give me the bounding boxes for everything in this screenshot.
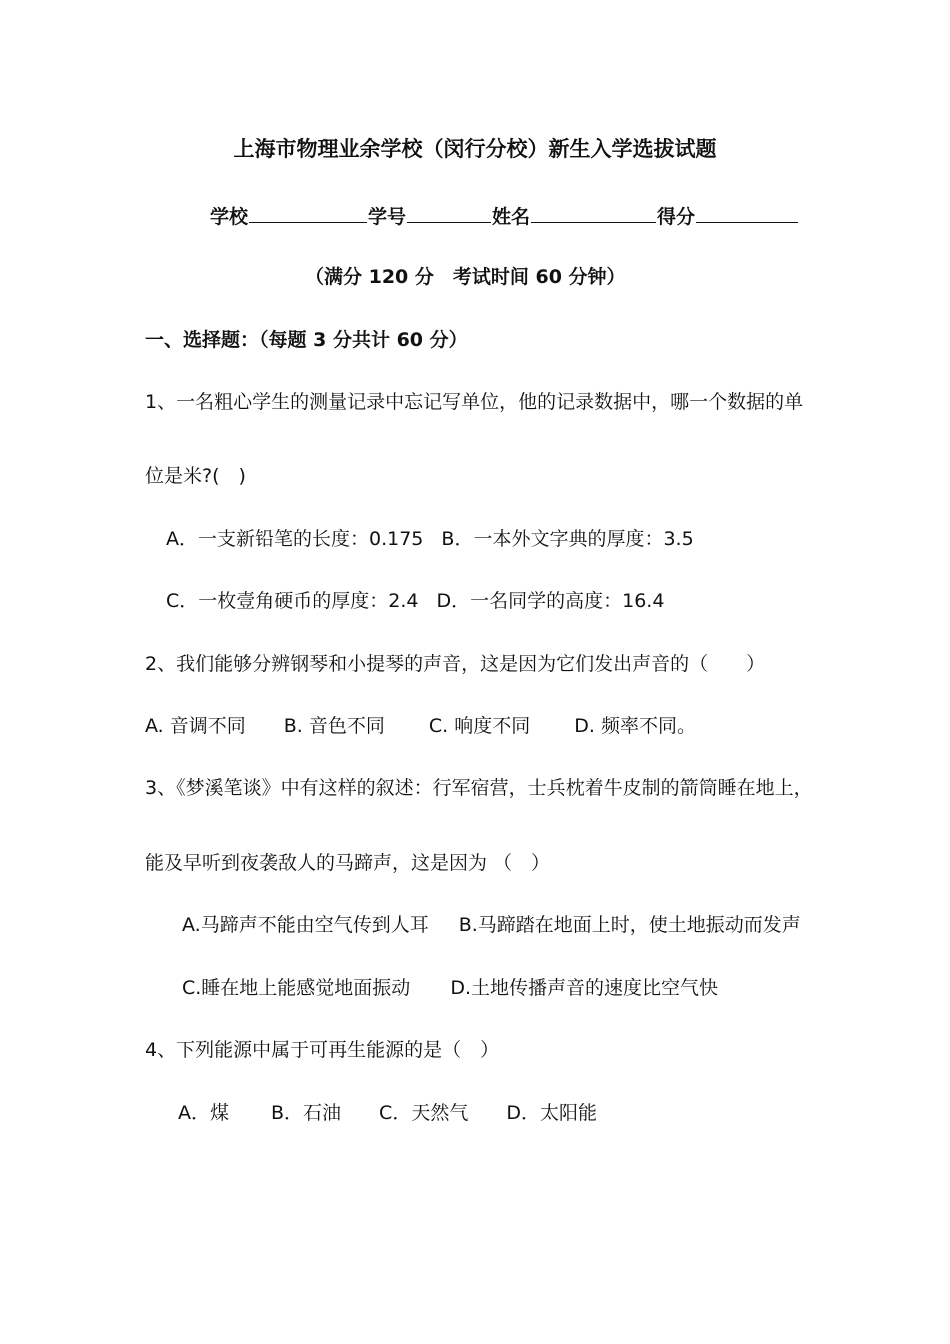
q4-option-a: A．煤 bbox=[178, 1102, 229, 1124]
q3-stem-line2: 能及早听到夜袭敌人的马蹄声，这是因为 （ ） bbox=[145, 852, 551, 874]
q2-option-c: C. 响度不同 bbox=[428, 715, 531, 737]
name-blank[interactable] bbox=[531, 202, 656, 223]
q4-option-b: B．石油 bbox=[271, 1102, 342, 1124]
q1-stem-line1: 1、一名粗心学生的测量记录中忘记写单位，他的记录数据中，哪一个数据的单 bbox=[145, 391, 804, 413]
q3-options-row2 bbox=[182, 975, 718, 1001]
q2-stem: 2、我们能够分辨钢琴和小提琴的声音，这是因为它们发出声音的（ ） bbox=[145, 653, 766, 675]
q1-options-row1 bbox=[166, 526, 694, 552]
q2-option-d: D. 频率不同。 bbox=[574, 715, 696, 737]
q2-option-b: B. 音色不同 bbox=[283, 715, 385, 737]
q4-option-c: C．天然气 bbox=[379, 1102, 469, 1124]
score-label: 得分 bbox=[657, 206, 696, 228]
q3-stem-line1: 3、《梦溪笔谈》中有这样的叙述：行军宿营，士兵枕着牛皮制的箭筒睡在地上， bbox=[145, 777, 813, 799]
exam-info: （满分 120 分 考试时间 60 分钟） bbox=[305, 266, 626, 288]
q1-option-b: B．一本外文字典的厚度：3.5 bbox=[441, 528, 694, 550]
q4-option-d: D．太阳能 bbox=[506, 1102, 597, 1124]
q1-option-c: C．一枚壹角硬币的厚度：2.4 bbox=[166, 590, 419, 612]
q3-option-a: A.马蹄声不能由空气传到人耳 bbox=[182, 914, 429, 936]
q2-options bbox=[145, 713, 696, 739]
school-blank[interactable] bbox=[249, 202, 367, 223]
student-info-row bbox=[210, 202, 799, 230]
q1-stem-line2: 位是米?( ) bbox=[145, 465, 246, 487]
q1-option-a: A．一支新铅笔的长度：0.175 bbox=[166, 528, 424, 550]
q3-option-d: D.土地传播声音的速度比空气快 bbox=[450, 977, 718, 999]
q3-option-c: C.睡在地上能感觉地面振动 bbox=[182, 977, 411, 999]
q3-option-b: B.马蹄踏在地面上时，使土地振动而发声 bbox=[458, 914, 801, 936]
q4-stem: 4、下列能源中属于可再生能源的是（ ） bbox=[145, 1039, 500, 1061]
q1-options-row2 bbox=[166, 588, 664, 614]
score-blank[interactable] bbox=[696, 202, 798, 223]
q3-options-row1 bbox=[182, 912, 801, 938]
student-no-blank[interactable] bbox=[407, 202, 491, 223]
q2-option-a: A. 音调不同 bbox=[145, 715, 246, 737]
section-heading: 一、选择题：（每题 3 分共计 60 分） bbox=[145, 329, 468, 351]
exam-title: 上海市物理业余学校（闵行分校）新生入学选拔试题 bbox=[233, 137, 717, 161]
q1-option-d: D．一名同学的高度：16.4 bbox=[436, 590, 665, 612]
student-no-label: 学号 bbox=[368, 206, 407, 228]
q4-options bbox=[178, 1100, 597, 1126]
name-label: 姓名 bbox=[492, 206, 531, 228]
school-label: 学校 bbox=[210, 206, 249, 228]
